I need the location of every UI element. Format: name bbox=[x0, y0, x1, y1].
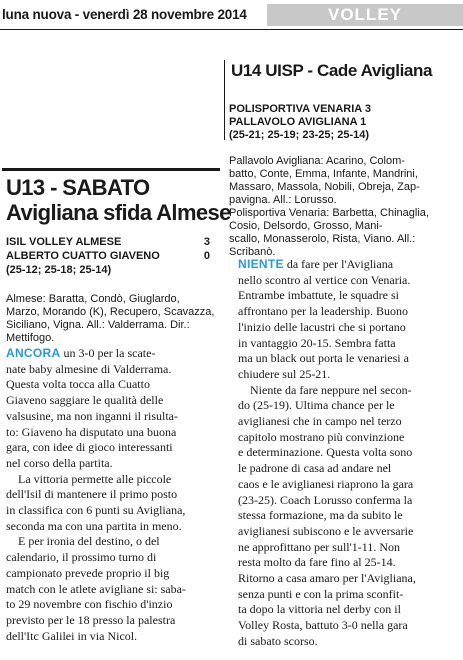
u14-article-line: affrontano per la leadership. Buono bbox=[238, 304, 409, 319]
u13-article-line: calendario, il prossimo turno di bbox=[6, 550, 157, 565]
u13-result-line-1 bbox=[6, 235, 210, 249]
u14-lineup-line: Massaro, Massola, Nobili, Obreja, Zap- bbox=[229, 181, 420, 193]
u14-article-line: capitolo mostrano più convinzione bbox=[238, 429, 405, 444]
u14-lineup bbox=[229, 155, 455, 259]
u14-article-line: (23-25). Coach Lorusso conferma la bbox=[238, 492, 413, 507]
u13-article-line: dell'Isil di mantenere il primo posto bbox=[6, 487, 178, 502]
u13-lineup-line: Almese: Baratta, Condò, Giuglardo, bbox=[6, 293, 180, 305]
u14-article bbox=[238, 257, 460, 650]
u14-lineup-line: batto, Conte, Emma, Infante, Mandrini, bbox=[229, 168, 418, 180]
u13-article-line: E per ironia del destino, o del bbox=[18, 534, 160, 549]
edition-line: luna nuova - venerdì 28 novembre 2014 bbox=[2, 7, 247, 22]
u13-article-line: valsusine, ma non inganni il risulta- bbox=[6, 408, 178, 423]
u14-team2: PALLAVOLO AVIGLIANA 1 bbox=[229, 116, 367, 128]
u13-top-rule bbox=[2, 168, 220, 171]
u14-article-line: do (25-19). Ultima chance per le bbox=[238, 398, 395, 413]
u13-team1: ISIL VOLLEY ALMESE bbox=[6, 236, 122, 248]
u14-lineup-line: pavigna. All.: Lorusso. bbox=[229, 194, 337, 206]
column-divider bbox=[224, 60, 225, 140]
u13-lead: ANCORA bbox=[6, 346, 61, 360]
u14-article-line: ne approfittano per sull'1-11. Non bbox=[238, 539, 401, 554]
u13-article-line: to 29 novembre con fischio d'inzio bbox=[6, 597, 173, 612]
u13-score2: 0 bbox=[203, 250, 210, 262]
u13-title: U13 - SABATO bbox=[6, 175, 150, 200]
u14-article-line: aviglianesi che in campo nel terzo bbox=[238, 414, 402, 429]
u13-lineup bbox=[6, 293, 218, 345]
u13-lineup-line: Marzo, Morando (K), Recupero, Scavazza, Siciliano, Vigna. All.: Valderrama. Dir.: bbox=[6, 306, 215, 331]
u13-article bbox=[6, 346, 220, 644]
u14-article-line: caos e le aviglianesi riaprono la gara bbox=[238, 476, 414, 491]
u13-article-line: to: Giaveno ha disputato una buona bbox=[6, 424, 177, 439]
u13-article-line: seconda ma con una partita in meno. bbox=[6, 518, 182, 533]
u14-article-line: in vantaggio 20-15. Sembra fatta bbox=[238, 335, 396, 350]
u13-article-line: ANCORA un 3-0 per la scate- bbox=[6, 346, 156, 360]
u13-sets: (25-12; 25-18; 25-14) bbox=[6, 264, 112, 276]
u14-lineup-line: Polisportiva Venaria: Barbetta, Chinaglia, Cosio, Delsordo, Grosso, Mani- bbox=[229, 207, 429, 232]
u13-subtitle: Avigliana sfida Almese bbox=[6, 200, 231, 225]
u14-article-line: l'inizio delle lacustri che si portano bbox=[238, 319, 406, 334]
u14-article-line: stessa formazione, ma da subito le bbox=[238, 508, 403, 523]
u14-article-line: di sabato scorso. bbox=[238, 633, 318, 648]
u14-article-line: nello scontro al vertice con Venaria. bbox=[238, 272, 411, 287]
u14-article-line: e determinazione. Questa volta sono bbox=[238, 445, 413, 460]
u13-article-line: Giaveno saggiare le qualità delle bbox=[6, 393, 164, 408]
u14-article-line: NIENTE da fare per l'Avigliana bbox=[238, 257, 394, 271]
u14-article-line: le padrone di casa ad andare nel bbox=[238, 461, 392, 476]
u13-article-line: Questa volta tocca alla Cuatto bbox=[6, 377, 150, 392]
u14-lead: NIENTE bbox=[238, 257, 284, 271]
u13-article-line: La vittoria permette alle piccole bbox=[18, 471, 172, 486]
u13-article-line: match con le atlete avigliane si: saba- bbox=[6, 581, 186, 596]
u14-lineup-line: Scribanò. bbox=[229, 246, 276, 258]
u14-title: U14 UISP - Cade Avigliana bbox=[231, 61, 432, 80]
u13-article-line: dell'Itc Galilei in via Nicol. bbox=[6, 628, 138, 643]
u13-article-line: previsto per le 18 presso la palestra bbox=[6, 612, 176, 627]
u13-result-line-2 bbox=[6, 249, 210, 263]
u13-article-line: nate baby almesine di Valderrama. bbox=[6, 361, 172, 376]
u14-lineup-line: scallo, Monasserolo, Rista, Viano. All.: bbox=[229, 233, 416, 245]
page-header bbox=[0, 0, 463, 32]
u13-article-line: campionato prevede proprio il big bbox=[6, 565, 170, 580]
u14-article-line: chiudere sul 25-21. bbox=[238, 366, 331, 381]
header-rule bbox=[0, 29, 463, 30]
u13-article-line: in classifica con 6 punti su Avigliana, bbox=[6, 503, 186, 518]
u14-article-line: Ritorno a casa amaro per l'Avigliana, bbox=[238, 571, 416, 586]
u14-team1: POLISPORTIVA VENARIA 3 bbox=[229, 103, 372, 115]
u14-article-line: ma un black out porta le venariesi a bbox=[238, 351, 409, 366]
u14-article-line: Entrambe imbattute, le squadre si bbox=[238, 288, 399, 303]
u13-lineup-line: Mettifogo. bbox=[6, 332, 55, 344]
u14-article-line: Volley Rosta, battuto 3-0 nella gara bbox=[238, 618, 408, 633]
section-badge bbox=[267, 4, 463, 26]
u13-team2: ALBERTO CUATTO GIAVENO bbox=[6, 250, 160, 262]
u14-lineup-line: Pallavolo Avigliana: Acarino, Colom- bbox=[229, 155, 405, 167]
u14-article-line: Niente da fare neppure nel secon- bbox=[250, 382, 412, 397]
u13-article-line: gara, con idee di gioco interessanti bbox=[6, 440, 173, 455]
u14-article-line: resta molto da fare fino al 25-14. bbox=[238, 555, 396, 570]
u13-score1: 3 bbox=[203, 236, 210, 248]
u14-article-line: ta dopo la vittoria nel derby con il bbox=[238, 602, 401, 617]
u14-sets: (25-21; 25-19; 23-25; 25-14) bbox=[229, 129, 370, 141]
u13-article-line: nel corso della partita. bbox=[6, 455, 113, 470]
u14-article-line: aviglianesi subiscono e le avversarie bbox=[238, 523, 414, 538]
u14-article-line: senza punti e con la prima sconfit- bbox=[238, 586, 404, 601]
section-label: VOLLEY bbox=[327, 5, 402, 24]
